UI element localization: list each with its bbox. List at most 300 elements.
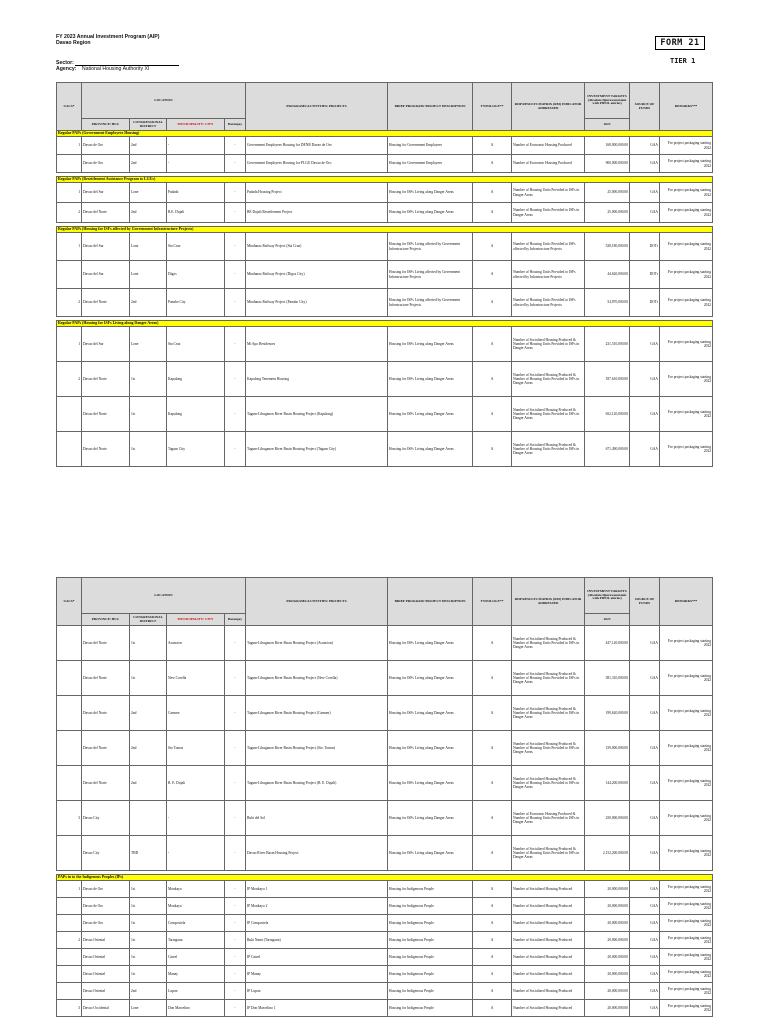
typology-cell: A	[473, 696, 512, 731]
table-row	[57, 183, 713, 203]
province-cell: Davao de Oro	[82, 155, 130, 173]
row-number-cell	[57, 696, 82, 731]
district-cell: 2nd	[130, 731, 167, 766]
row-number-cell	[57, 949, 82, 966]
province-cell: Davao del Norte	[82, 626, 130, 661]
agency-value: National Housing Authority XI	[81, 66, 150, 72]
typology-cell: A	[473, 155, 512, 173]
investment-cell: 20,000,000.00	[585, 932, 630, 949]
remarks-cell: For project packaging starting 2022	[660, 801, 713, 836]
fund-source-cell: GAA	[630, 397, 660, 432]
col-investment-targets: INVESTMENT TARGETS (Absolute figure/consistent with PIPOL entries)	[585, 578, 630, 614]
col-barangay: Barangay	[225, 614, 246, 626]
district-cell: 1st	[130, 362, 167, 397]
barangay-cell: -	[225, 766, 246, 801]
barangay-cell: -	[225, 362, 246, 397]
investment-cell: 25,000,000.00	[585, 183, 630, 203]
province-cell: Davao del Norte	[82, 362, 130, 397]
table-row	[57, 731, 713, 766]
section-title: PAPs in to the Indigenous Peoples (IPs)	[57, 875, 713, 881]
section-title: Regular PAPs (Resettlement Assistance Program to LGUs)	[57, 177, 713, 183]
fund-source-cell: GAA	[630, 626, 660, 661]
table-row	[57, 261, 713, 289]
fund-source-cell: GAA	[630, 836, 660, 871]
table-row	[57, 932, 713, 949]
table-row	[57, 661, 713, 696]
row-number-cell: 2	[57, 362, 82, 397]
investment-cell: 652,120,000.00	[585, 397, 630, 432]
fund-source-cell: GAA	[630, 801, 660, 836]
indicator-cell: Number of Socialized Housing Produced	[512, 966, 585, 983]
district-cell: 1st	[130, 881, 167, 898]
province-cell: Davao de Oro	[82, 881, 130, 898]
remarks-cell: For project packaging starting 2022	[660, 881, 713, 898]
typology-cell: A	[473, 626, 512, 661]
program-cell: Mindanao Railway Project (Sta Cruz)	[246, 233, 388, 261]
indicator-cell: Number of Socialized Housing Produced & Number of Housing Units Provided to ISFs in Danger Areas	[512, 362, 585, 397]
row-number-cell	[57, 836, 82, 871]
region-label: Davao Region	[56, 40, 91, 46]
province-cell: Davao del Norte	[82, 397, 130, 432]
investment-cell: 20,000,000.00	[585, 915, 630, 932]
remarks-cell: For project packaging starting 2022	[660, 327, 713, 362]
municipality-cell: New Corella	[167, 661, 225, 696]
description-cell: Housing for Indigenous People	[388, 949, 473, 966]
description-cell: Housing for ISFs Living affected by Government Infrastructure Projects	[388, 233, 473, 261]
municipality-cell: -	[167, 155, 225, 173]
barangay-cell: -	[225, 397, 246, 432]
province-cell: Davao Oriental	[82, 949, 130, 966]
investment-cell: 231,510,000.00	[585, 327, 630, 362]
col-rdp-indicator: RDP RESULTS MATRIX (RM) INDICATOR ADDRESSED	[512, 83, 585, 131]
program-cell: Government Employees Housing for PLGU Davao de Oro	[246, 155, 388, 173]
table-row	[57, 836, 713, 871]
fund-source-cell: DOTr	[630, 261, 660, 289]
col-barangay: Barangay	[225, 119, 246, 131]
section-title: Regular PAPs (Government Employees Housing)	[57, 131, 713, 137]
indicator-cell: Number of Socialized Housing Produced & Number of Housing Units Provided to ISFs in Danger Areas	[512, 836, 585, 871]
col-source-of-funds: SOURCE OF FUNDS	[630, 578, 660, 626]
barangay-cell: -	[225, 203, 246, 223]
agency-label: Agency:	[56, 66, 77, 72]
remarks-cell: For project packaging starting 2022	[660, 898, 713, 915]
municipality-cell: B. E. Dujali	[167, 766, 225, 801]
program-cell: IP Don Marcelino 1	[246, 1000, 388, 1017]
remarks-cell: For project packaging starting 2022	[660, 983, 713, 1000]
typology-cell: A	[473, 1000, 512, 1017]
col-source-of-funds: SOURCE OF FUNDS	[630, 83, 660, 131]
remarks-cell: For project packaging starting 2022	[660, 261, 713, 289]
fund-source-cell: GAA	[630, 983, 660, 1000]
table-row	[57, 696, 713, 731]
col-brief-description: BRIEF PROGRAM/ PROJECT DESCRIPTION	[388, 578, 473, 626]
program-cell: Kapalong Tenement Housing	[246, 362, 388, 397]
row-number-cell: 2	[57, 203, 82, 223]
barangay-cell: -	[225, 1000, 246, 1017]
row-number-cell: 2	[57, 932, 82, 949]
table-row	[57, 983, 713, 1000]
barangay-cell: -	[225, 432, 246, 467]
district-cell: 2nd	[130, 983, 167, 1000]
indicator-cell: Number of Economic Housing Produced	[512, 137, 585, 155]
table-header	[57, 83, 713, 131]
fund-source-cell: GAA	[630, 966, 660, 983]
district-cell: 1st	[130, 915, 167, 932]
remarks-cell: For project packaging starting 2022	[660, 949, 713, 966]
province-cell: Davao de Oro	[82, 898, 130, 915]
program-cell: Buhi Nami (Tarragona)	[246, 932, 388, 949]
indicator-cell: Number of Socialized Housing Produced & Number of Housing Units Provided to ISFs in Danger Areas	[512, 432, 585, 467]
col-municipality: MUNICIPALITY/ CITY	[167, 614, 225, 626]
col-remarks: REMARKS***	[660, 578, 713, 626]
program-cell: Tagum-Libuganon River Basin Housing Project (B. E. Dujali)	[246, 766, 388, 801]
row-number-cell: 2	[57, 289, 82, 317]
district-cell: TBD	[130, 836, 167, 871]
indicator-cell: Number of Housing Units Provided to ISFs affected by Infrastructure Projects	[512, 261, 585, 289]
investment-cell: 20,000,000.00	[585, 966, 630, 983]
description-cell: Housing for ISFs Living along Danger Areas	[388, 731, 473, 766]
indicator-cell: Number of Socialized Housing Produced	[512, 898, 585, 915]
description-cell: Housing for ISFs Living along Danger Areas	[388, 183, 473, 203]
municipality-cell: Sta Cruz	[167, 233, 225, 261]
description-cell: Housing for Indigenous People	[388, 983, 473, 1000]
fund-source-cell: GAA	[630, 949, 660, 966]
investment-cell: 54,870,000.00	[585, 289, 630, 317]
province-cell: Davao del Sur	[82, 327, 130, 362]
col-district: CONGRESSIONAL DISTRICT	[130, 614, 167, 626]
investment-cell: 20,000,000.00	[585, 949, 630, 966]
program-cell: BE Dujali Resettlement Project	[246, 203, 388, 223]
program-cell: Padada Housing Project	[246, 183, 388, 203]
remarks-cell: For project packaging starting 2022	[660, 432, 713, 467]
province-cell: Davao del Sur	[82, 261, 130, 289]
municipality-cell: Compostela	[167, 915, 225, 932]
description-cell: Housing for ISFs Living along Danger Areas	[388, 203, 473, 223]
fund-source-cell: GAA	[630, 327, 660, 362]
barangay-cell: -	[225, 183, 246, 203]
row-number-cell: 1	[57, 183, 82, 203]
province-cell: Davao del Norte	[82, 731, 130, 766]
description-cell: Housing for Indigenous People	[388, 932, 473, 949]
barangay-cell: -	[225, 626, 246, 661]
fund-source-cell: DOTr	[630, 233, 660, 261]
investment-cell: 159,000,000.00	[585, 731, 630, 766]
program-cell: Mt Apo Residences	[246, 327, 388, 362]
col-uacs: UACS*	[57, 83, 82, 131]
indicator-cell: Number of Socialized Housing Produced & Number of Housing Units Provided to ISFs in Danger Areas	[512, 766, 585, 801]
municipality-cell: Tagum City	[167, 432, 225, 467]
province-cell: Davao del Norte	[82, 696, 130, 731]
municipality-cell: Kapalong	[167, 397, 225, 432]
col-programs: PROGRAMS/ACTIVITIES/ PROJECTS	[246, 83, 388, 131]
description-cell: Housing for Indigenous People	[388, 881, 473, 898]
indicator-cell: Number of Socialized Housing Produced	[512, 1000, 585, 1017]
description-cell: Housing for Government Employees	[388, 155, 473, 173]
row-number-cell	[57, 432, 82, 467]
description-cell: Housing for ISFs Living affected by Government Infrastructure Projects	[388, 289, 473, 317]
barangay-cell: -	[225, 801, 246, 836]
table-row	[57, 289, 713, 317]
fund-source-cell: GAA	[630, 915, 660, 932]
col-municipality: MUNICIPALITY/ CITY	[167, 119, 225, 131]
province-cell: Davao del Norte	[82, 661, 130, 696]
description-cell: Housing for Indigenous People	[388, 1000, 473, 1017]
description-cell: Housing for ISFs Living along Danger Areas	[388, 397, 473, 432]
barangay-cell: -	[225, 731, 246, 766]
remarks-cell: For project packaging starting 2022	[660, 155, 713, 173]
investment-cell: 671,490,000.00	[585, 432, 630, 467]
fund-source-cell: GAA	[630, 183, 660, 203]
indicator-cell: Number of Housing Units Provided to ISFs in Danger Areas	[512, 203, 585, 223]
district-cell: 1st	[130, 949, 167, 966]
district-cell	[130, 801, 167, 836]
col-rdp-indicator: RDP RESULTS MATRIX (RM) INDICATOR ADDRESSED	[512, 578, 585, 626]
row-number-cell	[57, 966, 82, 983]
program-cell: Tagum-Libuganon River Basin Housing Project (Sto. Tomas)	[246, 731, 388, 766]
fund-source-cell: GAA	[630, 932, 660, 949]
table-row	[57, 766, 713, 801]
province-cell: Davao de Oro	[82, 137, 130, 155]
row-number-cell	[57, 626, 82, 661]
investment-cell: 168,000,000.00	[585, 137, 630, 155]
typology-cell: A	[473, 801, 512, 836]
municipality-cell: Sta Cruz	[167, 327, 225, 362]
indicator-cell: Number of Socialized Housing Produced	[512, 983, 585, 1000]
remarks-cell: For project packaging starting 2022	[660, 233, 713, 261]
district-cell: 2nd	[130, 696, 167, 731]
province-cell: Davao City	[82, 836, 130, 871]
remarks-cell: For project packaging starting 2022	[660, 661, 713, 696]
typology-cell: A	[473, 836, 512, 871]
remarks-cell: For project packaging starting 2022	[660, 915, 713, 932]
table-row	[57, 203, 713, 223]
remarks-cell: For project packaging starting 2022	[660, 836, 713, 871]
aip-table-page-1	[56, 82, 713, 467]
row-number-cell: 3	[57, 801, 82, 836]
program-cell: IP Compostela	[246, 915, 388, 932]
district-cell: 1st	[130, 932, 167, 949]
col-district: CONGRESSIONAL DISTRICT	[130, 119, 167, 131]
row-number-cell: 3	[57, 1000, 82, 1017]
municipality-cell: -	[167, 137, 225, 155]
fund-source-cell: GAA	[630, 696, 660, 731]
province-cell: Davao de Oro	[82, 915, 130, 932]
typology-cell: A	[473, 183, 512, 203]
barangay-cell: -	[225, 949, 246, 966]
form-number-box: FORM 21	[655, 36, 705, 50]
row-number-cell: 1	[57, 881, 82, 898]
description-cell: Housing for ISFs Living along Danger Areas	[388, 327, 473, 362]
col-year: 2023	[585, 614, 630, 626]
typology-cell: A	[473, 983, 512, 1000]
program-cell: Mindanao Railway Project (Panabo City)	[246, 289, 388, 317]
remarks-cell: For project packaging starting 2022	[660, 626, 713, 661]
col-location: LOCATION	[82, 578, 246, 614]
program-cell: IP Cateel	[246, 949, 388, 966]
district-cell: Lone	[130, 261, 167, 289]
investment-cell: 250,000,000.00	[585, 801, 630, 836]
typology-cell: A	[473, 261, 512, 289]
col-province: PROVINCE/ HUC	[82, 119, 130, 131]
program-cell: Davao River Basin Housing Project	[246, 836, 388, 871]
indicator-cell: Number of Socialized Housing Produced	[512, 881, 585, 898]
municipality-cell: Don Marcelino	[167, 1000, 225, 1017]
description-cell: Housing for ISFs Living along Danger Areas	[388, 836, 473, 871]
program-cell: Mindanao Railway Project (Digos City)	[246, 261, 388, 289]
description-cell: Housing for ISFs Living along Danger Areas	[388, 626, 473, 661]
investment-cell: 528,180,000.00	[585, 233, 630, 261]
row-number-cell: 1	[57, 233, 82, 261]
row-number-cell	[57, 261, 82, 289]
program-cell: Tagum-Libuganon River Basin Housing Project (New Corella)	[246, 661, 388, 696]
barangay-cell: -	[225, 233, 246, 261]
indicator-cell: Number of Housing Units Provided to ISFs in Danger Areas	[512, 183, 585, 203]
investment-cell: 44,620,000.00	[585, 261, 630, 289]
program-cell: Government Employees Housing for DENR Davao de Oro	[246, 137, 388, 155]
typology-cell: A	[473, 898, 512, 915]
row-number-cell	[57, 983, 82, 1000]
program-cell: Tagum-Libuganon River Basin Housing Project (Carmen)	[246, 696, 388, 731]
indicator-cell: Number of Socialized Housing Produced	[512, 949, 585, 966]
fund-source-cell: GAA	[630, 203, 660, 223]
investment-cell: 144,200,000.00	[585, 766, 630, 801]
municipality-cell: B.E. Dujali	[167, 203, 225, 223]
row-number-cell	[57, 898, 82, 915]
fund-source-cell: GAA	[630, 766, 660, 801]
col-typology: TYPOLOGY**	[473, 83, 512, 131]
barangay-cell: -	[225, 661, 246, 696]
barangay-cell: -	[225, 983, 246, 1000]
remarks-cell: For project packaging starting 2022	[660, 137, 713, 155]
description-cell: Housing for ISFs Living along Danger Areas	[388, 696, 473, 731]
indicator-cell: Number of Housing Units Provided to ISFs affected by Infrastructure Projects	[512, 289, 585, 317]
row-number-cell	[57, 766, 82, 801]
municipality-cell: Asuncion	[167, 626, 225, 661]
remarks-cell: For project packaging starting 2022	[660, 289, 713, 317]
province-cell: Davao Oriental	[82, 983, 130, 1000]
province-cell: Davao Oriental	[82, 966, 130, 983]
table-row	[57, 801, 713, 836]
district-cell: 1st	[130, 397, 167, 432]
indicator-cell: Number of Economic Housing Produced & Number of Housing Units Provided to ISFs in Danger Areas	[512, 801, 585, 836]
fund-source-cell: GAA	[630, 898, 660, 915]
program-cell: IP Monkayo 1	[246, 881, 388, 898]
district-cell: 1st	[130, 661, 167, 696]
municipality-cell: Sto Tomas	[167, 731, 225, 766]
table-row	[57, 362, 713, 397]
municipality-cell: Tarragona	[167, 932, 225, 949]
description-cell: Housing for ISFs Living along Danger Areas	[388, 766, 473, 801]
indicator-cell: Number of Socialized Housing Produced & Number of Housing Units Provided to ISFs in Danger Areas	[512, 661, 585, 696]
district-cell: 2nd	[130, 203, 167, 223]
municipality-cell: Digos	[167, 261, 225, 289]
table-header	[57, 578, 713, 626]
row-number-cell	[57, 731, 82, 766]
investment-cell: 187,610,000.00	[585, 362, 630, 397]
row-number-cell	[57, 915, 82, 932]
program-cell: IP Monkayo 2	[246, 898, 388, 915]
district-cell: 1st	[130, 966, 167, 983]
barangay-cell: -	[225, 932, 246, 949]
col-uacs: UACS*	[57, 578, 82, 626]
remarks-cell: For project packaging starting 2022	[660, 966, 713, 983]
col-remarks: REMARKS***	[660, 83, 713, 131]
investment-cell: 199,620,000.00	[585, 696, 630, 731]
table-row	[57, 233, 713, 261]
indicator-cell: Number of Socialized Housing Produced & Number of Housing Units Provided to ISFs in Danger Areas	[512, 397, 585, 432]
municipality-cell: -	[167, 836, 225, 871]
barangay-cell: -	[225, 327, 246, 362]
table-row	[57, 432, 713, 467]
barangay-cell: -	[225, 898, 246, 915]
fund-source-cell: GAA	[630, 432, 660, 467]
description-cell: Housing for ISFs Living along Danger Areas	[388, 432, 473, 467]
table-body	[57, 131, 713, 467]
investment-cell: 25,000,000.00	[585, 203, 630, 223]
table-row	[57, 626, 713, 661]
indicator-cell: Number of Socialized Housing Produced & Number of Housing Units Provided to ISFs in Danger Areas	[512, 731, 585, 766]
indicator-cell: Number of Socialized Housing Produced	[512, 915, 585, 932]
province-cell: Davao City	[82, 801, 130, 836]
district-cell: 1st	[130, 432, 167, 467]
district-cell: 2nd	[130, 137, 167, 155]
barangay-cell: -	[225, 966, 246, 983]
fund-source-cell: GAA	[630, 155, 660, 173]
description-cell: Housing for ISFs Living along Danger Areas	[388, 801, 473, 836]
district-cell: 2nd	[130, 766, 167, 801]
investment-cell: 900,000,000.00	[585, 155, 630, 173]
program-cell: Tagum-Libuganon River Basin Housing Project (Tagum City)	[246, 432, 388, 467]
remarks-cell: For project packaging starting 2022	[660, 397, 713, 432]
col-brief-description: BRIEF PROGRAM/ PROJECT DESCRIPTION	[388, 83, 473, 131]
indicator-cell: Number of Socialized Housing Produced & Number of Housing Units Provided to ISFs in Danger Areas	[512, 626, 585, 661]
col-location: LOCATION	[82, 83, 246, 119]
province-cell: Davao del Norte	[82, 766, 130, 801]
barangay-cell: -	[225, 155, 246, 173]
typology-cell: A	[473, 432, 512, 467]
municipality-cell: Padada	[167, 183, 225, 203]
description-cell: Housing for Indigenous People	[388, 898, 473, 915]
col-province: PROVINCE/ HUC	[82, 614, 130, 626]
table-row	[57, 966, 713, 983]
province-cell: Davao del Norte	[82, 289, 130, 317]
barangay-cell: -	[225, 261, 246, 289]
section-title: Regular PAPs (Housing for ISFs Living along Danger Areas)	[57, 321, 713, 327]
municipality-cell: Carmen	[167, 696, 225, 731]
sector-label: Sector:	[56, 60, 74, 66]
col-investment-targets: INVESTMENT TARGETS (Absolute figure/consistent with PIPOL entries)	[585, 83, 630, 119]
row-number-cell	[57, 155, 82, 173]
investment-cell: 20,000,000.00	[585, 983, 630, 1000]
remarks-cell: For project packaging starting 2022	[660, 932, 713, 949]
program-cell: IP Manay	[246, 966, 388, 983]
municipality-cell: Monkayo	[167, 898, 225, 915]
barangay-cell: -	[225, 289, 246, 317]
program-cell: Tagum-Libuganon River Basin Housing Project (Kapalong)	[246, 397, 388, 432]
barangay-cell: -	[225, 696, 246, 731]
district-cell: 2nd	[130, 289, 167, 317]
table-row	[57, 949, 713, 966]
row-number-cell	[57, 661, 82, 696]
municipality-cell: Panabo City	[167, 289, 225, 317]
municipality-cell: Monkayo	[167, 881, 225, 898]
investment-cell: 20,000,000.00	[585, 898, 630, 915]
indicator-cell: Number of Socialized Housing Produced	[512, 932, 585, 949]
remarks-cell: For project packaging starting 2022	[660, 731, 713, 766]
remarks-cell: For project packaging starting 2022	[660, 766, 713, 801]
table-row	[57, 881, 713, 898]
remarks-cell: For project packaging starting 2022	[660, 362, 713, 397]
